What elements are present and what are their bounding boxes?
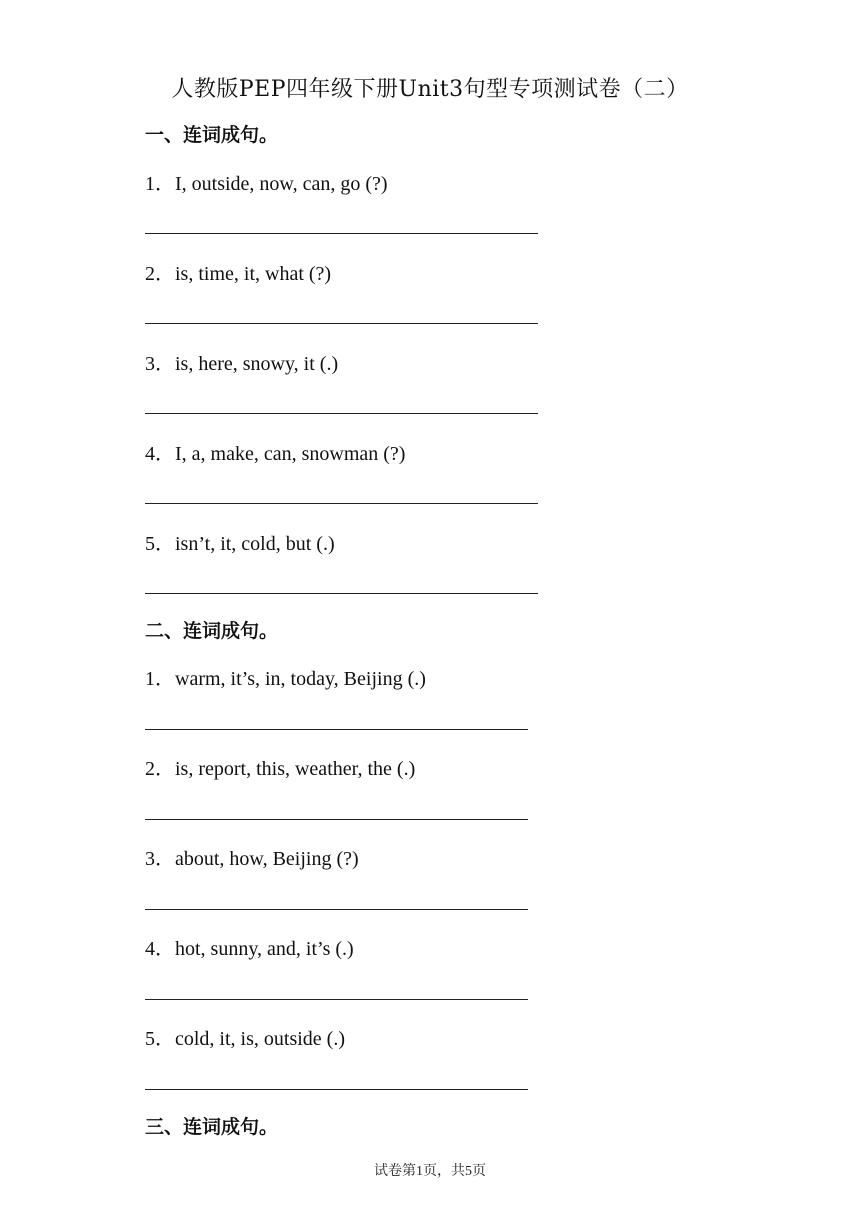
answer-line-1-3[interactable] xyxy=(145,413,538,414)
answer-line-2-1[interactable] xyxy=(145,729,528,730)
section-heading-3: 三、连词成句。 xyxy=(145,1116,279,1138)
question-text: is, time, it, what (?) xyxy=(175,263,332,285)
question-number: 3． xyxy=(145,848,175,870)
answer-line-2-2[interactable] xyxy=(145,819,528,820)
page-title: 人教版PEP四年级下册Unit3句型专项测试卷（二） xyxy=(171,77,689,102)
question-text: isn’t, it, cold, but (.) xyxy=(175,533,335,555)
question-1-4 xyxy=(145,437,405,466)
answer-line-2-5[interactable] xyxy=(145,1089,528,1090)
question-number: 4． xyxy=(145,938,175,960)
question-1-5 xyxy=(145,527,335,556)
question-number: 4． xyxy=(145,443,175,465)
question-number: 5． xyxy=(145,1028,175,1050)
question-text: hot, sunny, and, it’s (.) xyxy=(175,938,354,960)
question-2-2 xyxy=(145,752,415,781)
question-2-5 xyxy=(145,1022,345,1051)
answer-line-1-5[interactable] xyxy=(145,593,538,594)
question-number: 2． xyxy=(145,263,175,285)
question-2-3 xyxy=(145,842,359,871)
question-number: 5． xyxy=(145,533,175,555)
answer-line-1-1[interactable] xyxy=(145,233,538,234)
question-1-1 xyxy=(145,167,388,196)
question-number: 1． xyxy=(145,173,175,195)
question-text: warm, it’s, in, today, Beijing (.) xyxy=(175,668,426,690)
answer-line-1-2[interactable] xyxy=(145,323,538,324)
section-heading-1: 一、连词成句。 xyxy=(145,124,279,146)
question-2-1 xyxy=(145,662,426,691)
answer-line-2-4[interactable] xyxy=(145,999,528,1000)
answer-line-1-4[interactable] xyxy=(145,503,538,504)
question-number: 3． xyxy=(145,353,175,375)
question-text: I, a, make, can, snowman (?) xyxy=(175,443,406,465)
question-text: I, outside, now, can, go (?) xyxy=(175,173,388,195)
question-1-2 xyxy=(145,257,331,286)
question-text: about, how, Beijing (?) xyxy=(175,848,359,870)
question-number: 2． xyxy=(145,758,175,780)
answer-line-2-3[interactable] xyxy=(145,909,528,910)
question-number: 1． xyxy=(145,668,175,690)
section-heading-2: 二、连词成句。 xyxy=(145,620,279,642)
page-footer: 试卷第1页，共5页 xyxy=(374,1164,486,1179)
question-text: is, here, snowy, it (.) xyxy=(175,353,339,375)
question-text: is, report, this, weather, the (.) xyxy=(175,758,416,780)
question-1-3 xyxy=(145,347,338,376)
question-text: cold, it, is, outside (.) xyxy=(175,1028,345,1050)
question-2-4 xyxy=(145,932,354,961)
